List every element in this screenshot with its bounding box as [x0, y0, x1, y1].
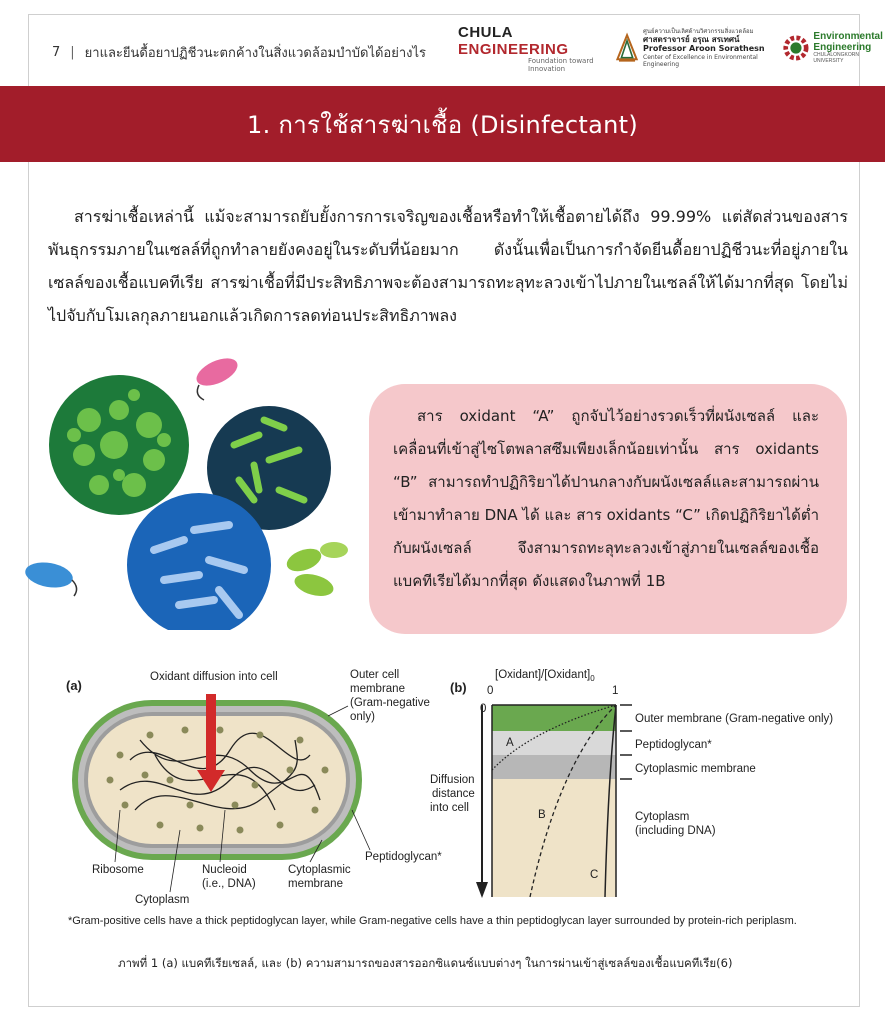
chula-tagline: Foundation toward Innovation — [528, 56, 594, 73]
x-tick-1: 1 — [612, 685, 619, 697]
blue-bacterium-icon — [23, 559, 76, 596]
nucleoid-l1: Nucleoid — [202, 864, 247, 876]
intro-paragraph: สารฆ่าเชื้อเหล่านี้ แม้จะสามารถยับยั้งการการเจริญของเชื้อหรือทำให้เชื้อตายได้ถึง 99.99% แต่สัดส่วนของสารพันธุกรรมภายในเซลล์ที่ถูกทำลายยังคงอยู่ในระดับที่น้อยมาก ดังนั้นเพื่อเป็นการกำจัดยีนดื้อยาปฏิชีวนะที่อยู่ภายในเซลล์ของเชื้อแบคทีเรีย สารฆ่าเชื้อที่มีประสิทธิภาพจะต้องสามารถทะลุทะลวงเข้าไปภายในเซลล์ให้ได้มากที่สุด โดยไม่ไปจับกับโมเลกุลภายนอกแล้วเกิดการลดท่อนประสิทธิภาพลง — [48, 207, 848, 325]
env-engineering-logo — [782, 32, 885, 64]
figure-1 — [60, 660, 850, 930]
layer-cytoplasm-l2: (including DNA) — [635, 825, 716, 837]
peptidoglycan-label: Peptidoglycan* — [365, 851, 442, 863]
x-tick-0: 0 — [487, 685, 494, 697]
y-tick-0: 0 — [480, 703, 487, 715]
aroon-line4: Center of Excellence in Environmental Engineering — [643, 54, 758, 69]
layer-cyto-mem-band — [492, 755, 616, 779]
curve-c-label: C — [590, 869, 599, 881]
curve-b-label: B — [538, 809, 546, 821]
chula-engineering-logo — [458, 24, 599, 73]
arrow-label: Oxidant diffusion into cell — [150, 671, 278, 683]
layer-pepti-label: Peptidoglycan* — [635, 739, 712, 751]
outer-membrane-l4: only) — [350, 711, 375, 723]
aroon-line2: ศาสตราจารย์ อรุณ สรเทศน์ — [643, 34, 740, 44]
curve-a-label: A — [506, 737, 514, 749]
nucleoid-l2: (i.e., DNA) — [202, 878, 256, 890]
logo-strip — [458, 23, 885, 73]
env-line1: Environmental — [813, 31, 883, 43]
outer-membrane-l2: membrane — [350, 683, 405, 695]
figure-caption: ภาพที่ 1 (a) แบคทีเรียเซลล์, และ (b) ความสามารถของสารออกซิแดนซ์แบบต่างๆ ในการผ่านเข้าสู่เซลล์ของเชื้อแบคทีเรีย(6) — [118, 956, 733, 970]
env-line3: CHULALONGKORN UNIVERSITY — [813, 52, 859, 64]
section-banner — [0, 86, 885, 162]
y-label-l3: into cell — [430, 802, 469, 814]
cyto-membrane-l1: Cytoplasmic — [288, 864, 351, 876]
oxidant-arrow-shaft — [206, 694, 216, 774]
aroon-line3: Professor Aroon Sorathesn — [643, 44, 765, 54]
cyto-membrane-l2: membrane — [288, 878, 343, 890]
outer-membrane-l3: (Gram-negative — [350, 697, 430, 709]
aroon-line1: ศูนย์ความเป็นเลิศด้านวิศวกรรมสิ่งแวดล้อม — [643, 27, 754, 35]
engineering-word: ENGINEERING — [458, 40, 569, 58]
callout-box — [369, 384, 847, 634]
header-separator: | — [70, 44, 75, 60]
layer-cyto-mem-label: Cytoplasmic membrane — [635, 763, 756, 775]
bacteria-cluster-green-icon — [49, 375, 189, 515]
cytoplasm-label: Cytoplasm — [135, 894, 190, 906]
page-number: 7 — [52, 44, 61, 60]
callout-text: สาร oxidant “A” ถูกจับไว้อย่างรวดเร็วที่ผนังเซลล์ และเคลื่อนที่เข้าสู่ไซโตพลาสซึมเพียงเล็กน้อยเท่านั้น สาร oxidants “B” สามารถทำปฏิกิริยาได้ปานกลางกับผนังเซลล์และสามารถผ่านเข้ามาทำลาย DNA ได้ และ สาร oxidants “C” เกิดปฏิกิริยาได้ต่ำกับผนังเซลล์ จึงสามารถทะลุทะลวงเข้าสู่ภายในเซลล์ของเชื้อแบคทีเรียได้มากที่สุด ดังแสดงในภาพที่ 1B — [393, 407, 819, 590]
chula-word: CHULA — [458, 23, 513, 41]
panel-a-label: (a) — [66, 678, 82, 693]
y-label-l1: Diffusion — [430, 774, 475, 786]
bacteria-illustration — [14, 350, 354, 630]
layer-cytoplasm-l1: Cytoplasm — [635, 811, 690, 823]
x-axis-title: $[Oxidant]/[Oxidant]_0$ — [495, 669, 595, 683]
gear-icon — [782, 33, 810, 63]
green-bacteria-icon — [284, 542, 348, 600]
env-line2: Engineering — [813, 41, 872, 53]
outer-membrane-l1: Outer cell — [350, 669, 400, 681]
y-label-l2: distance — [432, 788, 475, 800]
panel-b-label: (b) — [450, 680, 467, 695]
panel-a-cell-diagram — [66, 669, 442, 906]
panel-b-penetration-chart — [430, 669, 833, 898]
header-title: ยาและยีนดื้อยาปฏิชีวนะตกค้างในสิ่งแวดล้อมบำบัดได้อย่างไร — [84, 45, 427, 61]
aroon-center-logo — [615, 28, 766, 69]
temple-emblem-icon — [615, 30, 639, 66]
section-title: 1. การใช้สารฆ่าเชื้อ (Disinfectant) — [247, 110, 638, 139]
pink-bacterium-icon — [192, 353, 241, 400]
layer-outer-label: Outer membrane (Gram-negative only) — [635, 713, 834, 725]
figure-footnote: *Gram-positive cells have a thick peptidoglycan layer, while Gram-negative cells have a thin peptidoglycan layer surrounded by protein-rich periplasm. — [68, 915, 797, 927]
ribosome-label: Ribosome — [92, 864, 144, 876]
